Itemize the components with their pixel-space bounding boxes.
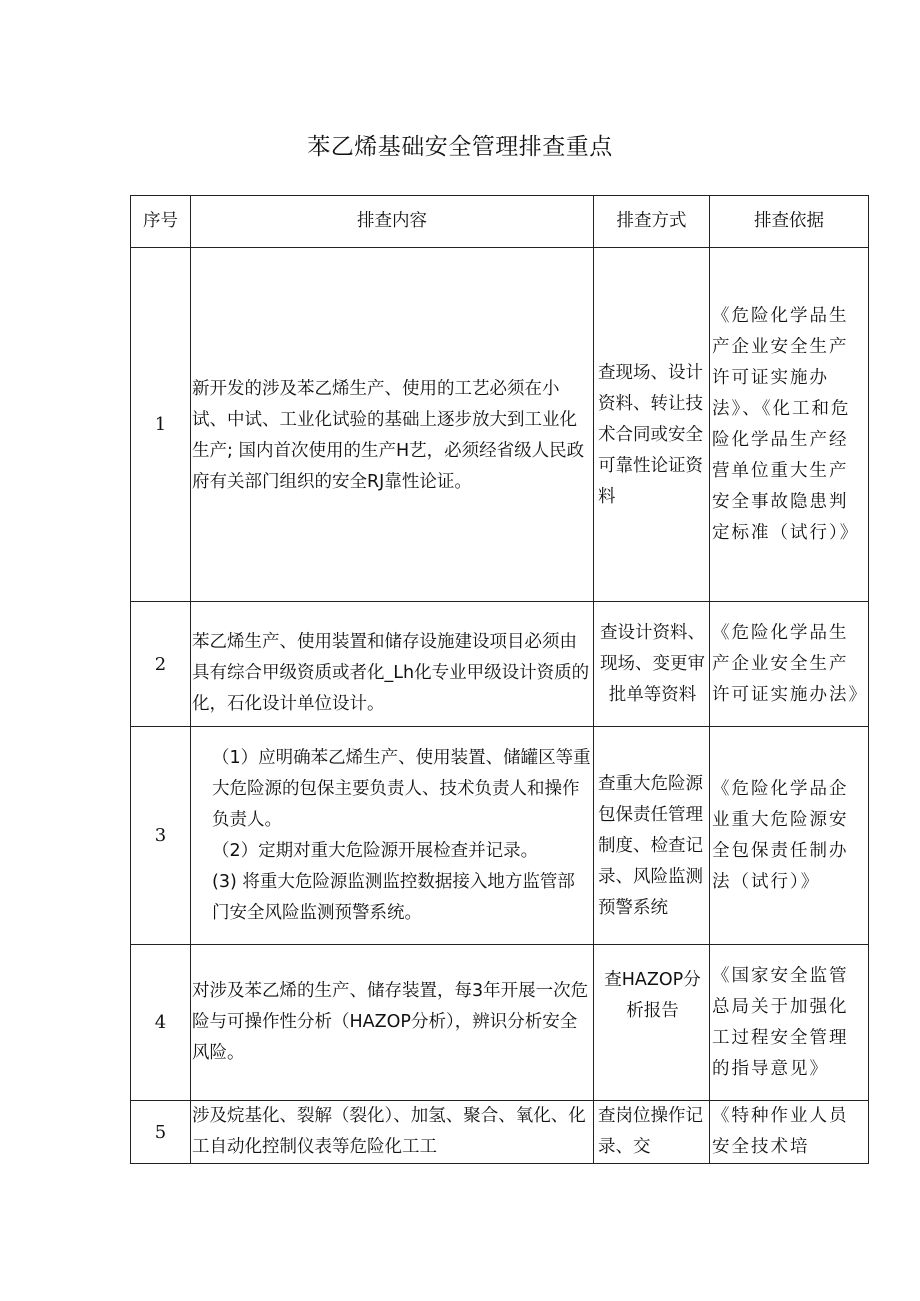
table-row [131,1101,869,1164]
row-basis: 《特种作业人员安全技术培 [710,1101,869,1164]
content-line: （2）定期对重大危险源开展检查并记录。 [212,840,539,861]
header-method: 排查方式 [594,196,710,248]
row-method: 查岗位操作记录、交 [594,1101,710,1164]
row-no: 4 [131,945,191,1101]
table-row [131,248,869,602]
table-row [131,945,869,1101]
inspection-table [130,195,869,1164]
row-no: 3 [131,727,191,945]
row-basis: 《危险化学品生产企业安全生产许可证实施办法》、《化工和危险化学品生产经营单位重大生产安全事故隐患判定标准（试行）》 [710,248,869,602]
header-basis: 排查依据 [710,196,869,248]
header-no: 序号 [131,196,191,248]
row-content [191,727,594,945]
table-row [131,727,869,945]
content-line: (3) 将重大危险源监测监控数据接入地方监管部门安全风险监测预警系统。 [212,871,575,923]
row-content: 对涉及苯乙烯的生产、储存装置，每3年开展一次危险与可操作性分析（HAZOP分析），辨识分析安全风险。 [191,945,594,1101]
table-header-row [131,196,869,248]
page-title: 苯乙烯基础安全管理排查重点 [307,134,613,160]
row-basis: 《国家安全监管总局关于加强化工过程安全管理的指导意见》 [710,945,869,1101]
row-method: 查设计资料、现场、变更审批单等资料 [594,602,710,727]
table-row [131,602,869,727]
row-content: 新开发的涉及苯乙烯生产、使用的工艺必须在小试、中试、工业化试验的基础上逐步放大到工业化生产; 国内首次使用的生产H艺，必须经省级人民政府有关部门组织的安全RJ靠性论证。 [191,248,594,602]
row-content: 涉及烷基化、裂解（裂化）、加氢、聚合、氧化、化工自动化控制仪表等危险化工工 [191,1101,594,1164]
content-line: （1）应明确苯乙烯生产、使用装置、储罐区等重大危险源的包保主要负责人、技术负责人和操作负责人。 [212,747,591,830]
row-no: 2 [131,602,191,727]
header-content: 排查内容 [191,196,594,248]
row-basis: 《危险化学品生产企业安全生产许可证实施办法》 [710,602,869,727]
row-method: 查重大危险源包保责任管理制度、检查记录、风险监测预警系统 [594,727,710,945]
row-no: 1 [131,248,191,602]
row-method: 查现场、设计资料、转让技术合同或安全可靠性论证资料 [594,248,710,602]
row-content: 苯乙烯生产、使用装置和储存设施建设项目必须由具有综合甲级资质或者化_Lh化专业甲级设计资质的化，石化设计单位设计。 [191,602,594,727]
row-method: 查HAZOP分析报告 [594,945,710,1101]
row-basis: 《危险化学品企业重大危险源安全包保责任制办法（试行）》 [710,727,869,945]
row-no: 5 [131,1101,191,1164]
